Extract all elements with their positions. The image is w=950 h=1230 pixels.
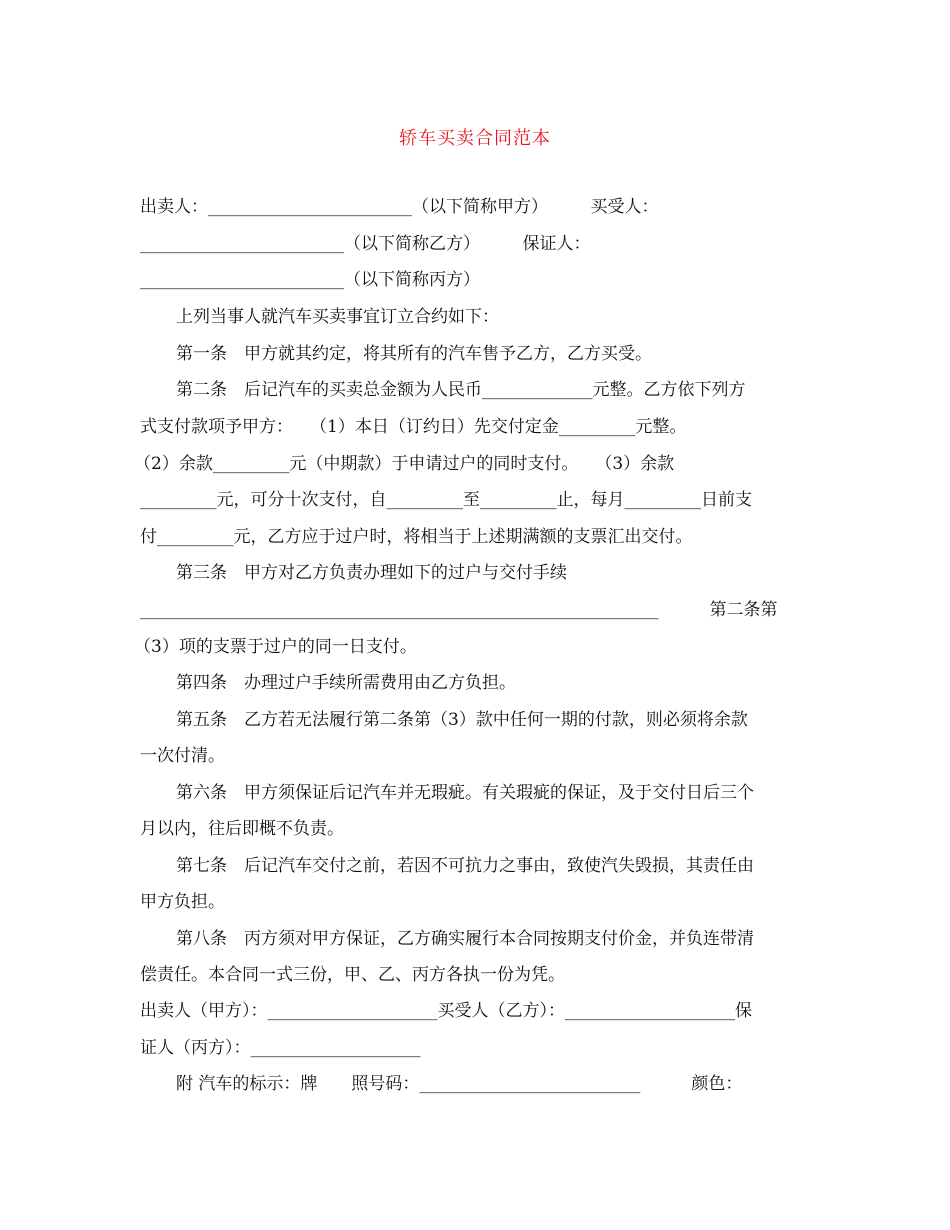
buyer-line: ________________________（以下简称乙方） 保证人：: [140, 234, 591, 254]
article-1: 第一条 甲方就其约定，将其所有的汽车售予乙方，乙方买受。: [176, 344, 652, 364]
article-7-line-1: 第七条 后记汽车交付之前，若因不可抗力之事由，致使汽失毁损，其责任由: [176, 856, 754, 876]
vehicle-info-line: 附 汽车的标示：牌 照号码：__________________________ 颜色：: [176, 1074, 743, 1094]
article-2-line-2: 式支付款项予甲方： （1）本日（订约日）先交付定金_________元整。: [140, 417, 687, 437]
intro-paragraph: 上列当事人就汽车买卖事宜订立合约如下：: [176, 307, 499, 327]
guarantor-line: ________________________（以下简称丙方）: [140, 270, 480, 290]
article-6-line-1: 第六条 甲方须保证后记汽车并无瑕疵。有关瑕疵的保证，及于交付日后三个: [176, 783, 754, 803]
article-5-line-2: 一次付清。: [140, 746, 225, 766]
article-4: 第四条 办理过户手续所需费用由乙方负担。: [176, 673, 516, 693]
article-3-line-3: （3）项的支票于过户的同一日支付。: [134, 637, 417, 657]
signature-line-2: 证人（丙方）：____________________: [140, 1038, 421, 1058]
article-2-line-1: 第二条 后记汽车的买卖总金额为人民币_____________元整。乙方依下列方: [176, 380, 746, 400]
article-2-line-4: _________元，可分十次支付，自_________至_________止，每月_________日前支: [140, 490, 752, 510]
article-3-line-1: 第三条 甲方对乙方负责办理如下的过户与交付手续: [176, 563, 567, 583]
article-5-line-1: 第五条 乙方若无法履行第二条第（3）款中任何一期的付款，则必须将余款: [176, 710, 748, 730]
document-title: 轿车买卖合同范本: [399, 128, 551, 149]
article-2-line-5: 付_________元，乙方应于过户时，将相当于上述期满额的支票汇出交付。: [140, 527, 693, 547]
seller-line: 出卖人：________________________（以下简称甲方） 买受人：: [140, 197, 659, 217]
signature-line-1: 出卖人（甲方）：____________________买受人（乙方）：____________________保: [140, 1001, 752, 1021]
article-3-line-2: _____________________________________________________________ 第二条第: [140, 600, 778, 620]
article-7-line-2: 甲方负担。: [140, 892, 225, 912]
article-6-line-2: 月以内，往后即概不负责。: [140, 819, 344, 839]
article-2-line-3: （2）余款_________元（中期款）于申请过户的同时支付。 （3）余款: [134, 454, 675, 474]
article-8-line-2: 偿责任。本合同一式三份，甲、乙、丙方各执一份为凭。: [140, 965, 565, 985]
article-8-line-1: 第八条 丙方须对甲方保证，乙方确实履行本合同按期支付价金，并负连带清: [176, 929, 754, 949]
